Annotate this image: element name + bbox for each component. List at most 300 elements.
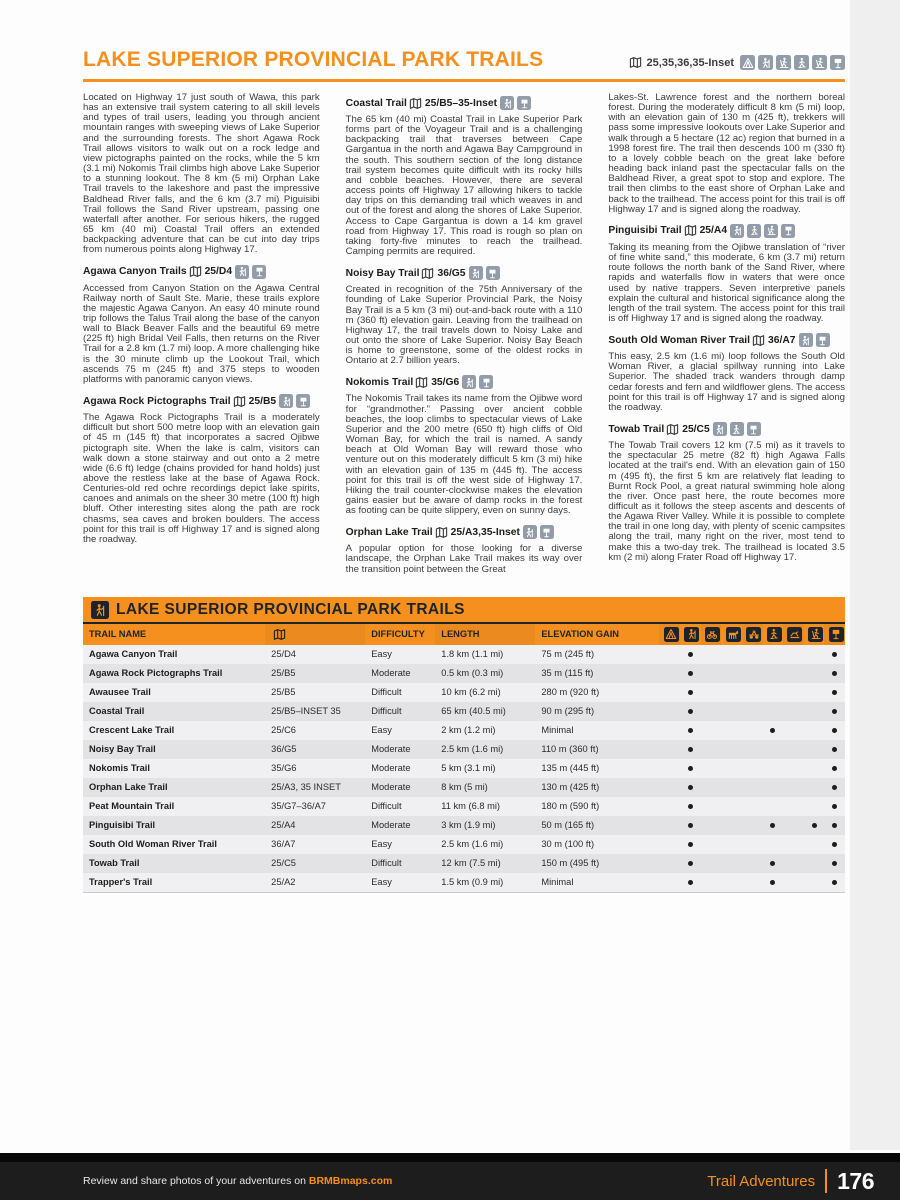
- trail-heading-title: Agawa Canyon Trails: [83, 266, 187, 277]
- activity-cell-camping: [659, 873, 680, 892]
- camping-icon: [740, 55, 755, 70]
- table-bottom-rule: [83, 892, 845, 893]
- map-ref-cell: 25/A3, 35 INSET: [265, 778, 365, 797]
- trail-name-cell: Crescent Lake Trail: [83, 721, 265, 740]
- length-cell: 2 km (1.2 mi): [435, 721, 535, 740]
- trail-heading: [346, 375, 583, 389]
- elevation-cell: 30 m (100 ft): [535, 835, 659, 854]
- snowshoeing-icon: [747, 224, 761, 238]
- difficulty-cell: Difficult: [365, 683, 435, 702]
- length-cell: 3 km (1.9 mi): [435, 816, 535, 835]
- activity-cell-snowshoeing: [763, 702, 784, 721]
- trail-description: The Towab Trail covers 12 km (7.5 mi) as it travels to the spectacular 25 metre (82 ft) high Agawa Falls located at the trail's end. With an elevation gain of 150 m (495 ft), the first 5 km are relatively flat leading to Burnt Rock Pool, a great natural swimming hole along the river. Once past here, the route becomes more difficult as it follows the steep ascents and descents of the Agawa River Valley. While it is possible to complete the trail in one long day, with plenty of scenic campsites along the trail, many right on the river, most tend to make this a two-day trek. The trailhead is located 3.5 km (2 mi) along Frater Road off Highway 17.: [608, 440, 845, 563]
- map-ref-cell: 36/A7: [265, 835, 365, 854]
- col-header-snowshoeing: [763, 623, 784, 645]
- activity-dot: [688, 823, 693, 828]
- activity-dot: [688, 728, 693, 733]
- activity-cell-atv: [742, 797, 763, 816]
- trail-description: A popular option for those looking for a diverse landscape, the Orphan Lake Trail makes its way over the transition point between the Great: [345, 543, 583, 575]
- elevation-cell: 130 m (425 ft): [535, 778, 659, 797]
- difficulty-cell: Easy: [365, 873, 435, 892]
- activity-dot: [832, 747, 837, 752]
- trailhead-icon: [517, 96, 531, 110]
- activity-cell-trailhead: [824, 721, 845, 740]
- hiking-icon: [500, 96, 514, 110]
- activity-cell-biking: [701, 873, 722, 892]
- activity-cell-cross-country-skiing: [804, 664, 825, 683]
- activity-cell-snowshoeing: [763, 664, 784, 683]
- cross-country-skiing-icon: [812, 55, 827, 70]
- trail-name-cell: Nokomis Trail: [83, 759, 265, 778]
- activity-cell-biking: [701, 740, 722, 759]
- trail-description: The Agawa Rock Pictographs Trail is a moderately difficult but short 500 metre loop with an elevation gain of 45 m (145 ft) that incorporates a sacred Ojibwe pictograph site. When the lake is calm, visitors can walk down a stone stairway and out onto a 2 metre wide (6.6 ft) ledge (chains provided for hand holds) just above the restless lake at the base of Agawa Rock. Centuries-old red ochre recordings depict lake spirits, canoes and animals on the sheer 30 metre (100 ft) high bluff. Other interesting sites along the path are rock chasms, sea caves and broken boulders. The access point for this trail is off Highway 17 and is signed along the roadway.: [83, 412, 320, 545]
- map-ref-cell: 36/G5: [265, 740, 365, 759]
- map-reference-group: [627, 55, 845, 72]
- activity-cell-trailhead: [824, 873, 845, 892]
- activity-cell-cross-country-skiing: [804, 797, 825, 816]
- trail-map-reference: 25/A3,35-Inset: [450, 526, 520, 538]
- map-icon: [421, 267, 434, 280]
- activity-cell-trailhead: [824, 816, 845, 835]
- trail-heading: [608, 422, 845, 436]
- activity-cell-hiking: [680, 702, 701, 721]
- trail-map-reference: 36/A7: [768, 334, 796, 346]
- activity-cell-biking: [701, 702, 722, 721]
- map-ref-cell: 25/A2: [265, 873, 365, 892]
- trail-name-cell: Coastal Trail: [83, 702, 265, 721]
- difficulty-cell: Difficult: [365, 797, 435, 816]
- trail-heading-title: South Old Woman River Trail: [608, 334, 751, 346]
- activity-cell-trailhead: [824, 854, 845, 873]
- activity-dot: [688, 785, 693, 790]
- activity-cell-biking: [701, 816, 722, 835]
- length-cell: 11 km (6.8 mi): [435, 797, 535, 816]
- activity-cell-atv: [742, 835, 763, 854]
- activity-dot: [832, 690, 837, 695]
- hiking-icon: [91, 601, 109, 619]
- activity-dot: [832, 728, 837, 733]
- text-column-3: [608, 93, 845, 584]
- activity-dot: [770, 728, 775, 733]
- trail-name-cell: South Old Woman River Trail: [83, 835, 265, 854]
- trail-heading-title: Towab Trail: [608, 423, 665, 435]
- hiking-icon: [462, 375, 476, 389]
- activity-dot: [832, 842, 837, 847]
- length-cell: 1.8 km (1.1 mi): [435, 645, 535, 664]
- activity-dot: [770, 861, 775, 866]
- trail-name-cell: Pinguisibi Trail: [83, 816, 265, 835]
- trailhead-icon: [816, 333, 830, 347]
- activity-dot: [688, 861, 693, 866]
- activity-cell-snowshoeing: [763, 721, 784, 740]
- activity-cell-atv: [742, 816, 763, 835]
- table-row: [83, 702, 845, 721]
- table-row: [83, 854, 845, 873]
- map-icon: [409, 97, 422, 110]
- activity-dot: [688, 747, 693, 752]
- trail-name-cell: Orphan Lake Trail: [83, 778, 265, 797]
- activity-cell-snowmobiling: [783, 645, 804, 664]
- footer-promo: [83, 1175, 392, 1187]
- hiking-icon: [469, 266, 483, 280]
- footer-divider: [825, 1169, 827, 1193]
- elevation-cell: 280 m (920 ft): [535, 683, 659, 702]
- elevation-cell: 150 m (495 ft): [535, 854, 659, 873]
- activity-cell-cross-country-skiing: [804, 759, 825, 778]
- trailhead-icon: [830, 55, 845, 70]
- activity-dot: [688, 652, 693, 657]
- activity-cell-camping: [659, 816, 680, 835]
- activity-cell-cross-country-skiing: [804, 854, 825, 873]
- activity-cell-horseback-riding: [721, 778, 742, 797]
- activity-dot: [688, 804, 693, 809]
- trail-heading-title: Agawa Rock Pictographs Trail: [83, 395, 231, 407]
- activity-cell-atv: [742, 702, 763, 721]
- elevation-cell: 50 m (165 ft): [535, 816, 659, 835]
- activity-dot: [832, 766, 837, 771]
- trailhead-icon: [747, 422, 761, 436]
- trail-heading-title: Orphan Lake Trail: [345, 526, 433, 538]
- length-cell: 2.5 km (1.6 mi): [435, 740, 535, 759]
- activity-dot: [812, 823, 817, 828]
- cross-country-skiing-icon: [808, 627, 823, 642]
- activity-cell-hiking: [680, 873, 701, 892]
- activity-cell-trailhead: [824, 778, 845, 797]
- map-icon: [273, 628, 286, 641]
- activity-cell-camping: [659, 702, 680, 721]
- elevation-cell: 75 m (245 ft): [535, 645, 659, 664]
- map-icon: [666, 423, 679, 436]
- col-header-elevation: ELEVATION GAIN: [535, 623, 659, 645]
- activity-cell-cross-country-skiing: [804, 721, 825, 740]
- activity-cell-atv: [742, 873, 763, 892]
- activity-dot: [832, 785, 837, 790]
- map-ref-cell: 25/B5: [265, 664, 365, 683]
- trailhead-icon: [781, 224, 795, 238]
- trail-name-cell: Towab Trail: [83, 854, 265, 873]
- trail-heading: [608, 224, 845, 238]
- activity-cell-atv: [742, 854, 763, 873]
- activity-cell-cross-country-skiing: [804, 816, 825, 835]
- activity-cell-snowmobiling: [783, 740, 804, 759]
- activity-cell-atv: [742, 778, 763, 797]
- activity-cell-atv: [742, 645, 763, 664]
- col-header-cross-country-skiing: [804, 623, 825, 645]
- activity-cell-hiking: [680, 759, 701, 778]
- activity-dot: [688, 766, 693, 771]
- map-icon: [684, 224, 697, 237]
- difficulty-cell: Moderate: [365, 759, 435, 778]
- activity-cell-snowmobiling: [783, 873, 804, 892]
- trailhead-icon: [486, 266, 500, 280]
- map-icon: [629, 56, 642, 69]
- trail-heading: [608, 333, 845, 347]
- table-row: [83, 816, 845, 835]
- table-row: [83, 683, 845, 702]
- activity-dot: [832, 652, 837, 657]
- activity-cell-snowmobiling: [783, 702, 804, 721]
- trail-heading: [346, 266, 583, 280]
- activity-cell-trailhead: [824, 683, 845, 702]
- activity-cell-snowshoeing: [763, 645, 784, 664]
- map-ref-cell: 35/G7–36/A7: [265, 797, 365, 816]
- hiking-icon: [235, 265, 249, 279]
- trail-name-cell: Trapper's Trail: [83, 873, 265, 892]
- trailhead-icon: [479, 375, 493, 389]
- activity-cell-trailhead: [824, 759, 845, 778]
- activity-cell-hiking: [680, 721, 701, 740]
- hiking-icon: [799, 333, 813, 347]
- activity-cell-cross-country-skiing: [804, 778, 825, 797]
- activity-cell-hiking: [680, 683, 701, 702]
- length-cell: 12 km (7.5 mi): [435, 854, 535, 873]
- text-column-1: [83, 93, 320, 584]
- activity-cell-snowmobiling: [783, 759, 804, 778]
- length-cell: 65 km (40.5 mi): [435, 702, 535, 721]
- activity-cell-horseback-riding: [721, 721, 742, 740]
- length-cell: 5 km (3.1 mi): [435, 759, 535, 778]
- activity-dot: [832, 861, 837, 866]
- trail-heading: [346, 96, 583, 110]
- footer-promo-text: Review and share photos of your adventures on: [83, 1175, 309, 1187]
- activity-cell-horseback-riding: [721, 854, 742, 873]
- activity-cell-atv: [742, 664, 763, 683]
- snowshoeing-icon: [730, 422, 744, 436]
- activity-cell-snowshoeing: [763, 835, 784, 854]
- trail-map-reference: 25/D4: [204, 266, 233, 277]
- activity-cell-cross-country-skiing: [804, 702, 825, 721]
- activity-cell-horseback-riding: [721, 702, 742, 721]
- activity-cell-horseback-riding: [721, 816, 742, 835]
- activity-cell-biking: [701, 645, 722, 664]
- activity-cell-hiking: [680, 645, 701, 664]
- table-row: [83, 873, 845, 892]
- activity-dot: [770, 880, 775, 885]
- table-title-bar: [83, 597, 845, 622]
- activity-cell-camping: [659, 721, 680, 740]
- activity-cell-biking: [701, 835, 722, 854]
- difficulty-cell: Difficult: [365, 702, 435, 721]
- header-rule: [83, 79, 845, 82]
- map-ref-cell: 25/C6: [265, 721, 365, 740]
- activity-dot: [832, 671, 837, 676]
- trail-description: Taking its meaning from the Ojibwe translation of “river of fine white sand,” this moderate, 6 km (3.7 mi) return route follows the north bank of the Sand River, where rapids and waterfalls flow in waters that were once used by native trappers. Seven interpretive panels explain the cultural and historical significance along the length of the trail system. The access point for this trail is off Highway 17 and is signed along the roadway.: [608, 241, 845, 324]
- footer-section-group: [707, 1168, 874, 1195]
- activity-dot: [832, 823, 837, 828]
- activity-cell-hiking: [680, 854, 701, 873]
- trail-heading: [83, 265, 320, 279]
- activity-dot: [688, 671, 693, 676]
- trail-description: This easy, 2.5 km (1.6 mi) loop follows the South Old Woman River, a glacial spillway running into Lake Superior. The shaded track wanders through damp cedar forests and fern and wildflower glens. The access point for this trail is off Highway 17 and is signed along the roadway.: [608, 351, 845, 413]
- activity-cell-biking: [701, 797, 722, 816]
- map-icon: [233, 395, 246, 408]
- activity-cell-camping: [659, 645, 680, 664]
- activity-cell-horseback-riding: [721, 740, 742, 759]
- snowmobiling-icon: [787, 627, 802, 642]
- activity-cell-horseback-riding: [721, 645, 742, 664]
- elevation-cell: 90 m (295 ft): [535, 702, 659, 721]
- trailhead-icon: [540, 525, 554, 539]
- col-header-length: LENGTH: [435, 623, 535, 645]
- activity-cell-cross-country-skiing: [804, 835, 825, 854]
- activity-cell-horseback-riding: [721, 835, 742, 854]
- biking-icon: [705, 627, 720, 642]
- elevation-cell: Minimal: [535, 721, 659, 740]
- activity-cell-biking: [701, 778, 722, 797]
- table-row: [83, 721, 845, 740]
- trail-heading-title: Noisy Bay Trail: [345, 267, 420, 279]
- activity-cell-snowmobiling: [783, 835, 804, 854]
- activity-cell-atv: [742, 683, 763, 702]
- length-cell: 8 km (5 mi): [435, 778, 535, 797]
- trail-map-reference: 25/A4: [699, 225, 728, 237]
- difficulty-cell: Difficult: [365, 854, 435, 873]
- length-cell: 1.5 km (0.9 mi): [435, 873, 535, 892]
- activity-dot: [688, 709, 693, 714]
- trail-name-cell: Awausee Trail: [83, 683, 265, 702]
- hiking-icon: [730, 224, 744, 238]
- text-column-2: [346, 93, 583, 584]
- trail-map-reference: 25/B5–35-Inset: [424, 97, 498, 109]
- length-cell: 0.5 km (0.3 mi): [435, 664, 535, 683]
- activity-cell-hiking: [680, 664, 701, 683]
- difficulty-cell: Moderate: [365, 740, 435, 759]
- map-reference-text: 25,35,36,35-Inset: [646, 56, 734, 69]
- difficulty-cell: Moderate: [365, 664, 435, 683]
- trail-name-cell: Noisy Bay Trail: [83, 740, 265, 759]
- map-ref-cell: 25/B5: [265, 683, 365, 702]
- activity-dot: [688, 690, 693, 695]
- table-row: [83, 664, 845, 683]
- activity-cell-hiking: [680, 778, 701, 797]
- difficulty-cell: Easy: [365, 645, 435, 664]
- activity-cell-trailhead: [824, 835, 845, 854]
- trail-map-reference: 25/C5: [682, 423, 710, 435]
- page-header: [83, 48, 845, 72]
- snowshoeing-icon: [767, 627, 782, 642]
- page-footer: [0, 1153, 900, 1200]
- table-row: [83, 835, 845, 854]
- activity-cell-snowshoeing: [763, 854, 784, 873]
- elevation-cell: 110 m (360 ft): [535, 740, 659, 759]
- trail-description: Lakes-St. Lawrence forest and the northern boreal forest. During the moderately difficult 8 km (5 mi) loop, with an elevation gain of 130 m (425 ft), trekkers will pass some impressive lookouts over Lake Superior and walk through a 5 hectare (12 ac) region that burned in a 1998 forest fire. The trail then descends 100 m (330 ft) to a lovely cobble beach on the great lake before heading back inland past the spectacular falls on the Baldhead River, a great spot to stop and explore. The trail then climbs to the east shore of Orphan Lake and back to the trailhead. The access point for this trail is off Highway 17 and is signed along the roadway.: [608, 92, 845, 215]
- trail-description: Created in recognition of the 75th Anniversary of the founding of Lake Superior Provincial Park, the Noisy Bay Trail is a 5 km (3 mi) out-and-back route with a 110 m (360 ft) elevation gain. Leaving from the trailhead on Highway 17, the trail travels down to Noisy Lake and out onto the shore of Lake Superior. Noisy Bay Beach is home to greenstone, some of the oldest rocks in Ontario at 2.7 billion years.: [345, 284, 583, 367]
- activity-cell-camping: [659, 835, 680, 854]
- trail-map-reference: 36/G5: [437, 267, 466, 279]
- activity-cell-horseback-riding: [721, 873, 742, 892]
- activity-cell-biking: [701, 759, 722, 778]
- map-icon: [415, 376, 428, 389]
- activity-cell-camping: [659, 778, 680, 797]
- activity-dot: [770, 823, 775, 828]
- trail-map-reference: 25/B5: [248, 395, 277, 407]
- trail-heading: [83, 394, 320, 408]
- trail-name-cell: Peat Mountain Trail: [83, 797, 265, 816]
- table-title: LAKE SUPERIOR PROVINCIAL PARK TRAILS: [116, 600, 465, 618]
- activity-cell-cross-country-skiing: [804, 683, 825, 702]
- activity-cell-camping: [659, 683, 680, 702]
- activity-cell-hiking: [680, 797, 701, 816]
- trail-map-reference: 35/G6: [431, 376, 460, 388]
- elevation-cell: 35 m (115 ft): [535, 664, 659, 683]
- hiking-icon: [279, 394, 293, 408]
- trailhead-icon: [829, 627, 844, 642]
- activity-cell-snowmobiling: [783, 854, 804, 873]
- col-header-camping: [659, 623, 680, 645]
- camping-icon: [664, 627, 679, 642]
- page-number: 176: [837, 1167, 874, 1194]
- activity-cell-horseback-riding: [721, 683, 742, 702]
- map-ref-cell: 25/B5–INSET 35: [265, 702, 365, 721]
- map-icon: [435, 526, 448, 539]
- col-header-map: [265, 623, 365, 645]
- activity-cell-snowmobiling: [783, 816, 804, 835]
- activity-cell-snowmobiling: [783, 683, 804, 702]
- activity-cell-snowmobiling: [783, 797, 804, 816]
- difficulty-cell: Easy: [365, 835, 435, 854]
- footer-section-title: Trail Adventures: [707, 1172, 816, 1190]
- activity-dot: [688, 842, 693, 847]
- map-icon: [189, 265, 202, 278]
- elevation-cell: 135 m (445 ft): [535, 759, 659, 778]
- col-header-difficulty: DIFFICULTY: [365, 623, 435, 645]
- col-header-atv: [742, 623, 763, 645]
- activity-cell-snowmobiling: [783, 664, 804, 683]
- trail-description: Located on Highway 17 just south of Wawa, this park has an extensive trail system catering to all skill levels and types of trail users, leading you through ancient mountain ranges with sweeping views of Lake Superior and the surrounding forests. The short Agawa Rock Trail allows visitors to walk out on a rock ledge and view pictographs painted on the rocks, while the 5 km (3.1 mi) Nokomis Trail climbs high above Lake Superior to a stunning lookout. The 8 km (5 mi) Orphan Lake Trail travels to the lakeshore and past the impressive Baldhead River falls, and the 6 km (3.7 mi) Piguisibi Trail follows the Sand River upstream, passing one waterfall after another. For serious hikers, the rugged 65 km (40 mi) Coastal Trail offers an extended backpacking adventure that can be cut into day trips from numerous points along Highway 17.: [83, 92, 320, 256]
- hiking-icon: [758, 55, 773, 70]
- trail-description: The 65 km (40 mi) Coastal Trail in Lake Superior Park forms part of the Voyageur Trail and is a challenging backpacking trail that traverses between Cape Gargantua in the north and Agawa Bay Campground in the south. This southern section of the long distance trail system becomes quite difficult with its rocky hills and cobble beaches. However, there are several access points off Highway 17 allowing hikers to tackle day trips on this demanding trail which weaves in and out of the forest and along the shores of Lake Superior. Access to Cape Gargantua is down a 14 km gravel road from Highway 17. This road is rough so plan on taking forty-five minutes to reach the trailhead. Camping permits are required.: [345, 114, 583, 258]
- elevation-cell: 180 m (590 ft): [535, 797, 659, 816]
- table-row: [83, 740, 845, 759]
- activity-cell-camping: [659, 740, 680, 759]
- activity-cell-cross-country-skiing: [804, 873, 825, 892]
- map-ref-cell: 25/A4: [265, 816, 365, 835]
- activity-cell-trailhead: [824, 740, 845, 759]
- length-cell: 10 km (6.2 mi): [435, 683, 535, 702]
- map-ref-cell: 25/D4: [265, 645, 365, 664]
- activity-cell-trailhead: [824, 797, 845, 816]
- map-ref-cell: 35/G6: [265, 759, 365, 778]
- activity-cell-atv: [742, 759, 763, 778]
- trails-table: [83, 597, 845, 893]
- activity-icon-row: [737, 55, 845, 70]
- col-header-trail-name: TRAIL NAME: [83, 623, 265, 645]
- length-cell: 2.5 km (1.6 mi): [435, 835, 535, 854]
- activity-cell-snowshoeing: [763, 797, 784, 816]
- page-title: LAKE SUPERIOR PROVINCIAL PARK TRAILS: [83, 48, 544, 71]
- hiking-icon: [523, 525, 537, 539]
- activity-cell-cross-country-skiing: [804, 740, 825, 759]
- activity-cell-horseback-riding: [721, 797, 742, 816]
- activity-cell-camping: [659, 664, 680, 683]
- activity-cell-snowmobiling: [783, 778, 804, 797]
- page-edge-strip: [850, 0, 900, 1150]
- activity-cell-horseback-riding: [721, 759, 742, 778]
- activity-cell-hiking: [680, 835, 701, 854]
- activity-cell-atv: [742, 740, 763, 759]
- trail-name-cell: Agawa Rock Pictographs Trail: [83, 664, 265, 683]
- table-row: [83, 778, 845, 797]
- hiking-icon: [713, 422, 727, 436]
- activity-cell-atv: [742, 721, 763, 740]
- activity-dot: [832, 804, 837, 809]
- activity-cell-hiking: [680, 740, 701, 759]
- footer-website-link[interactable]: BRMBmaps.com: [308, 1175, 393, 1187]
- trail-description: The Nokomis Trail takes its name from the Ojibwe word for “grandmother.” Passing over ancient cobble beaches, the loop climbs to spectacular views of Lake Superior and the 200 metre (650 ft) high cliffs of Old Woman Bay, for which the trail is named. A sandy beach at Old Woman Bay will reward those who venture out on this moderately difficult 5 km (3 mi) hike with an elevation gain of 135 m (445 ft). The access point for this trail is off the west side of Highway 17. Hiking the trail counter-clockwise makes the elevation gains easier but be aware of damp rocks in the forest as footing can be quite slippery, even on sunny days.: [345, 393, 583, 517]
- table-row: [83, 645, 845, 664]
- activity-dot: [832, 709, 837, 714]
- col-header-horseback-riding: [721, 623, 742, 645]
